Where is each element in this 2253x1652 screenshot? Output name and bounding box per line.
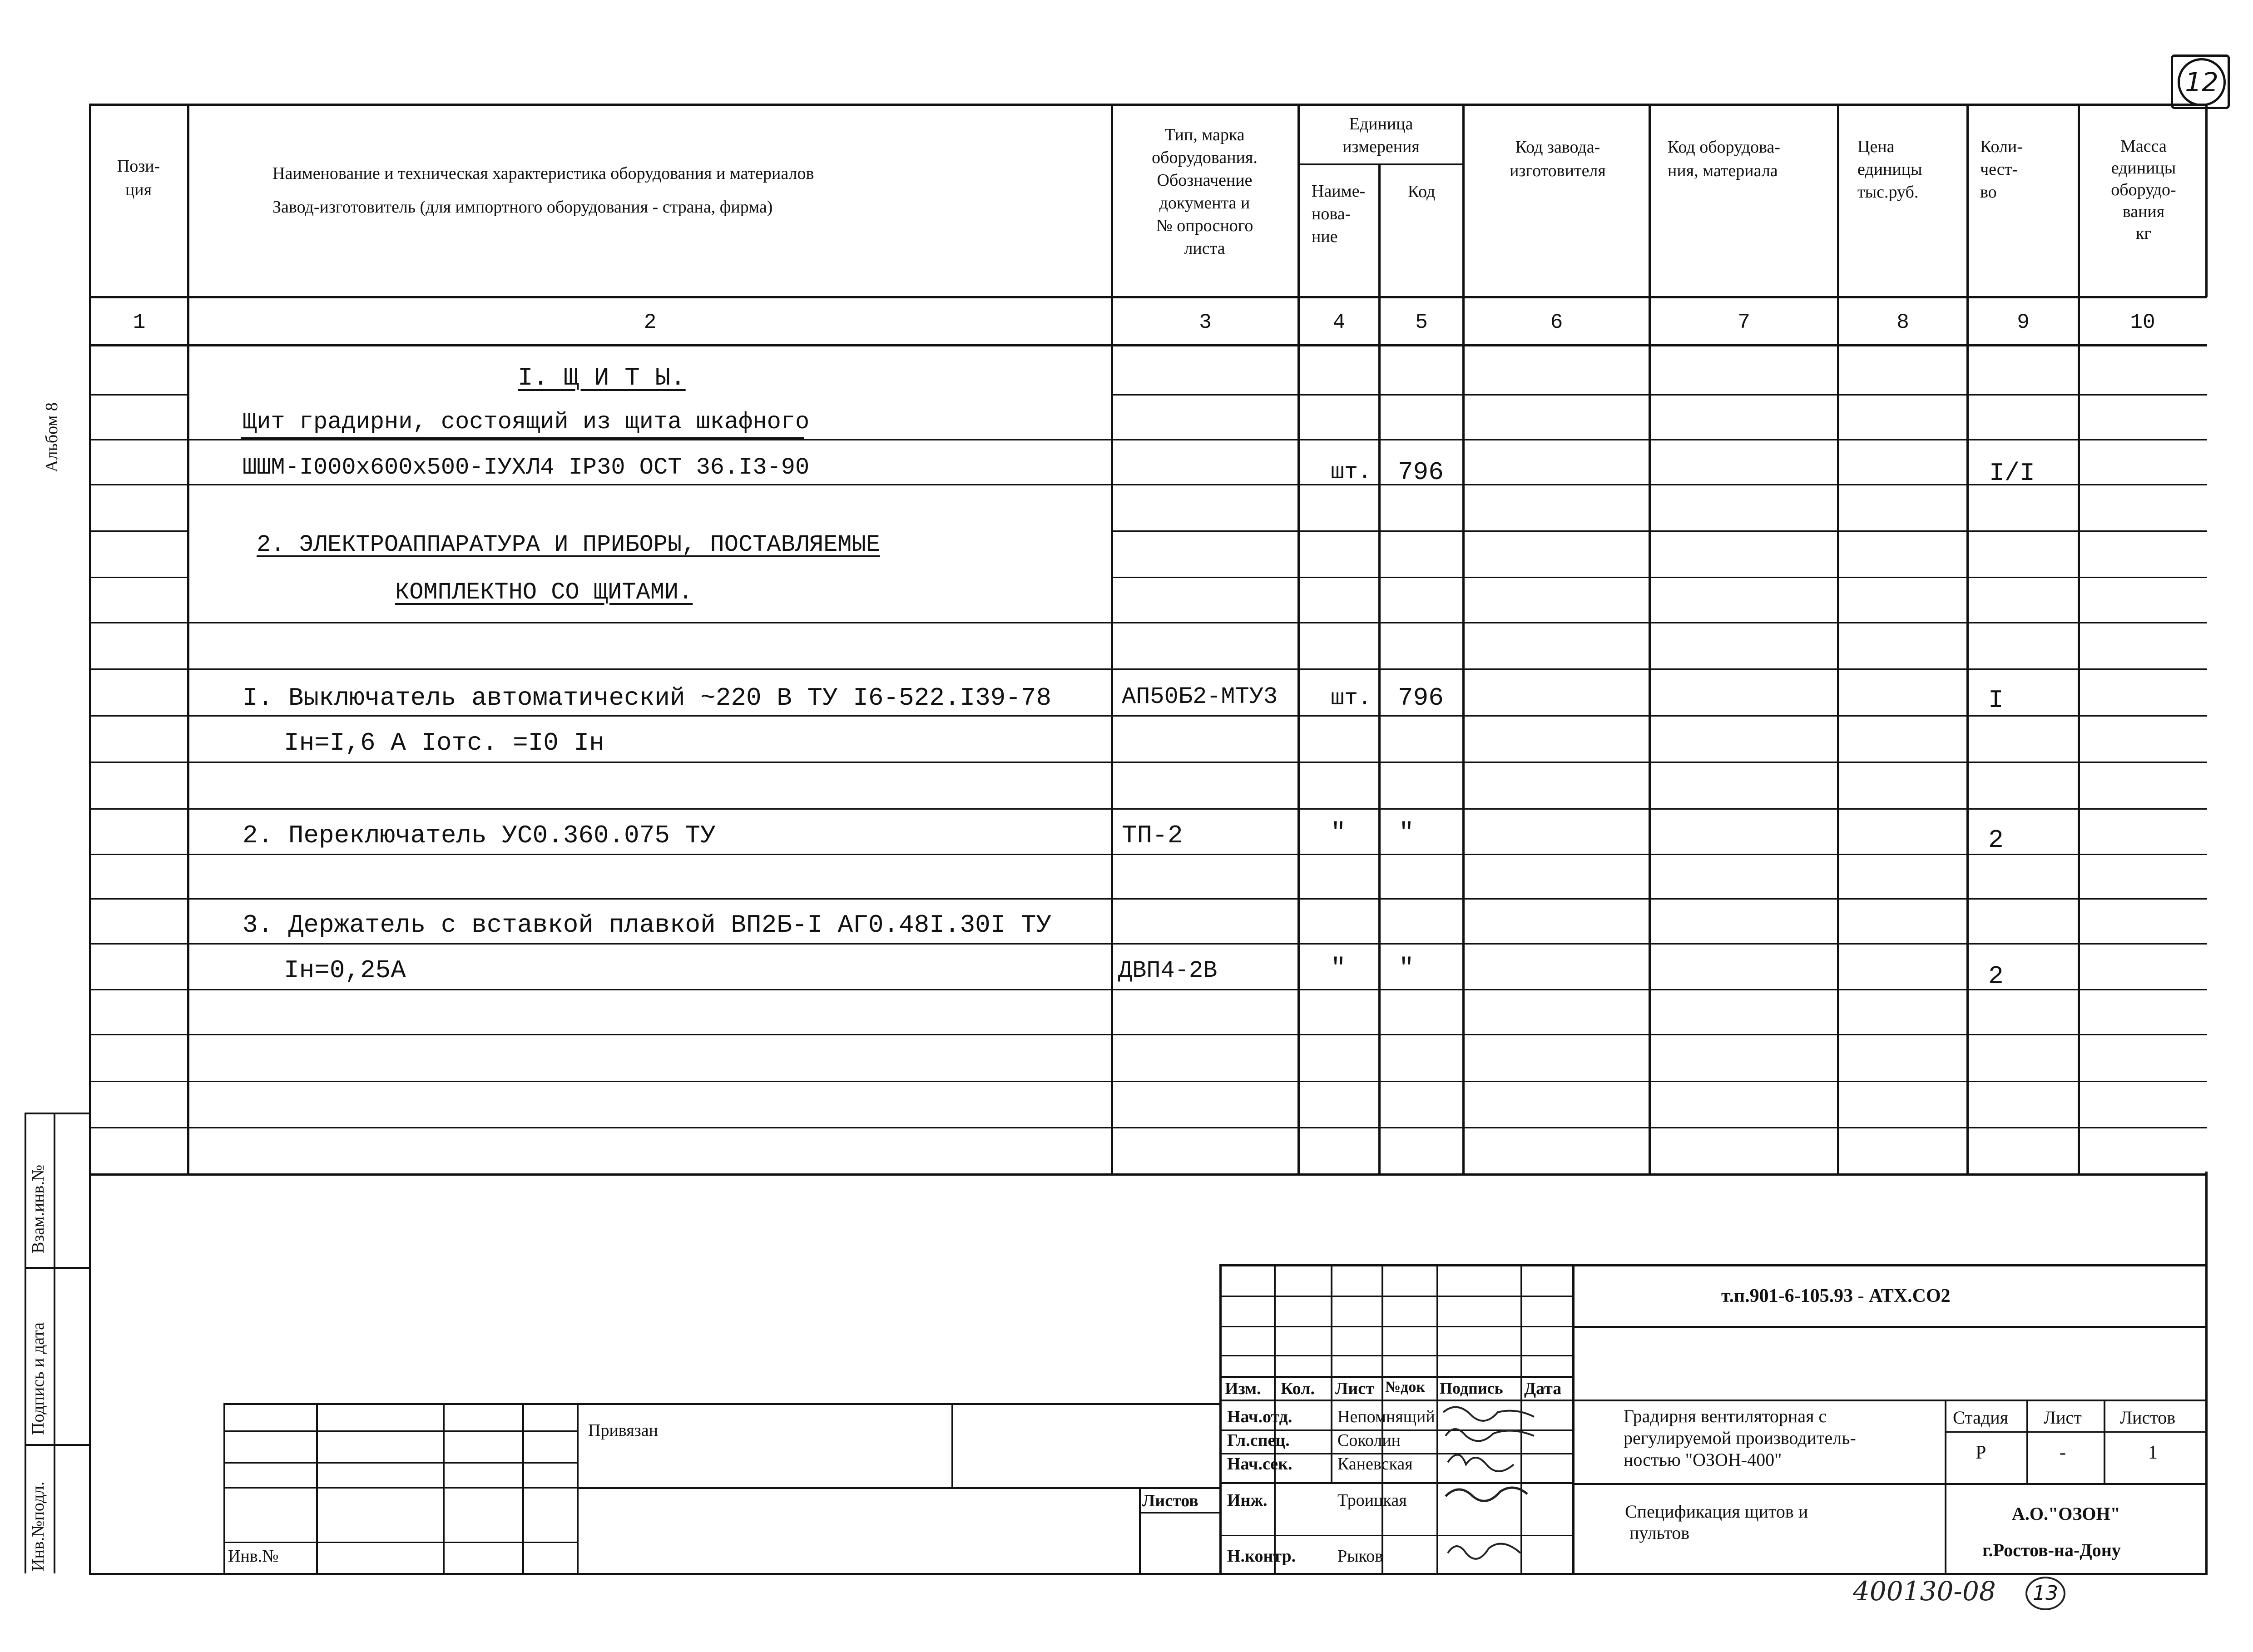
hdr-factory-code: Код завода- изготовителя <box>1510 138 1606 180</box>
priv-top <box>223 1403 1219 1405</box>
row-line-4b <box>1111 530 2207 532</box>
stamp-title-top <box>1572 1400 2207 1401</box>
item-2-qty: 2 <box>1988 826 2004 855</box>
sheet-mark: 12 <box>2178 58 2226 106</box>
col-number-4: 4 <box>1332 311 1346 334</box>
rev-hdr-kol: Кол. <box>1281 1379 1315 1398</box>
row-shield-code: 796 <box>1398 458 1444 487</box>
priv-h3 <box>577 1487 1219 1489</box>
item-1-desc: I. Выключатель автоматический ~220 В ТУ I6-522.I39-78 <box>243 683 1052 712</box>
privyazan-label: Привязан <box>588 1421 658 1440</box>
side-vzam: Взам.инв.№ <box>29 1164 48 1253</box>
row-line-3 <box>89 484 2207 485</box>
col-line-8 <box>1966 104 1969 1175</box>
item-1-type: АП50Б2-МТУ3 <box>1122 683 1278 710</box>
side-strip-sep2 <box>25 1444 91 1446</box>
priv-listov-line <box>1139 1512 1219 1514</box>
listov-left-label: Листов <box>1142 1491 1198 1510</box>
title-line-2: регулируемой производитель- <box>1624 1428 1856 1448</box>
row-line-7 <box>89 668 2207 670</box>
col-number-2: 2 <box>644 311 657 334</box>
col-number-1: 1 <box>133 311 146 334</box>
name-troitskaya: Троицкая <box>1337 1491 1407 1510</box>
title-line-1: Градирня вентиляторная с <box>1624 1406 1827 1426</box>
role-nach-sek: Нач.сек. <box>1227 1454 1292 1474</box>
stamp-stage-left <box>1945 1400 1946 1574</box>
col-number-5: 5 <box>1415 311 1428 334</box>
side-inv-podl: Инв.№подл. <box>29 1481 48 1571</box>
doc-code: т.п.901-6-105.93 - АТХ.СО2 <box>1721 1286 1951 1306</box>
priv-v5 <box>951 1403 953 1487</box>
col-line-9 <box>2078 104 2080 1175</box>
row-line-6 <box>89 622 2207 623</box>
item-1-sub: Iн=I,6 А Iотс. =I0 Iн <box>284 728 604 757</box>
row-shield-desc: Щит градирни, состоящий из щита шкафного <box>243 409 810 435</box>
name-nepomnyashchiy: Непомнящий <box>1337 1407 1435 1426</box>
item-2-desc: 2. Переключатель УС0.360.075 ТУ <box>243 821 716 850</box>
row-line-10 <box>89 808 2207 810</box>
item-1-code: 796 <box>1398 683 1444 712</box>
stage-label: Стадия <box>1953 1407 2009 1428</box>
priv-left <box>223 1403 225 1575</box>
priv-h5 <box>223 1542 578 1543</box>
col-number-7: 7 <box>1738 311 1750 334</box>
row-shield-model: ШШМ-I000x600x500-IУХЛ4 IP30 ОСТ 36.I3-90 <box>243 454 810 481</box>
rev-v2 <box>1331 1264 1332 1482</box>
item-1-unit: шт. <box>1331 686 1372 712</box>
hdr-price: Цена единицы тыс.руб. <box>1857 137 1922 202</box>
item-3-type: ДВП4-2В <box>1118 957 1218 984</box>
footer-handwritten-number: 400130-08 <box>1853 1576 1996 1607</box>
stamp-top-line <box>1219 1264 2207 1266</box>
stamp-stage-v1 <box>2026 1400 2028 1483</box>
side-album: Альбом 8 <box>42 402 61 472</box>
row-line-8 <box>89 715 2207 717</box>
stamp-code-bottom <box>1572 1326 2207 1328</box>
hdr-position: Пози- ция <box>117 157 160 199</box>
row-line-14 <box>89 989 2207 990</box>
priv-h4 <box>223 1487 578 1489</box>
role-n-kontr: Н.контр. <box>1227 1547 1296 1566</box>
rev-h1 <box>1219 1296 1572 1297</box>
rev-hdr-ndok: №док <box>1385 1379 1425 1395</box>
spec-line-2: пультов <box>1629 1523 1690 1543</box>
role-nach-otd: Нач.отд. <box>1227 1407 1292 1426</box>
row-line-13 <box>89 943 2207 945</box>
frame-top <box>89 104 2207 106</box>
footer-mark: 13 <box>2025 1577 2065 1610</box>
row-shield-unit: шт. <box>1331 460 1372 485</box>
row-line-16 <box>89 1081 2207 1082</box>
col-number-8: 8 <box>1896 311 1909 334</box>
section-1-title: I. Щ И Т Ы. <box>518 363 686 392</box>
item-3-desc: 3. Держатель с вставкой плавкой ВП2Б-I АГ0.48I.30I ТУ <box>243 910 1052 940</box>
row-line-2 <box>89 439 2207 440</box>
unit-split-line <box>1297 163 1465 165</box>
col-line-5 <box>1462 104 1465 1175</box>
hdr-quantity: Коли- чест- во <box>1980 137 2023 202</box>
sheets-label: Листов <box>2120 1407 2176 1428</box>
stamp-left-line <box>1219 1264 1222 1575</box>
sheets-value: 1 <box>2148 1442 2158 1463</box>
priv-h2 <box>223 1462 578 1464</box>
row-line-5 <box>89 577 187 578</box>
role-gl-spec: Гл.спец. <box>1227 1431 1290 1450</box>
side-strip-sep1 <box>25 1267 91 1269</box>
side-strip-top <box>25 1113 91 1114</box>
col-number-10: 10 <box>2130 311 2155 334</box>
rev-hdr-data: Дата <box>1524 1379 1562 1398</box>
row-line-9 <box>89 762 2207 763</box>
col-line-2 <box>1111 104 1113 1175</box>
item-1-qty: I <box>1988 686 2004 715</box>
hdr-unit-code: Код <box>1407 182 1436 201</box>
side-podpis: Подпись и дата <box>29 1322 48 1435</box>
item-3-unit: " <box>1331 954 1346 983</box>
title-line-3: ностью "ОЗОН-400" <box>1624 1449 1782 1470</box>
rev-h3 <box>1219 1355 1572 1356</box>
frame-right-lower <box>2205 1172 2208 1575</box>
section-2-title-line1: 2. ЭЛЕКТРОАППАРАТУРА И ПРИБОРЫ, ПОСТАВЛЯЕМЫЕ <box>257 531 881 558</box>
table-bottom-line <box>89 1173 2207 1176</box>
row-line-1 <box>89 394 187 396</box>
row-line-11 <box>89 854 2207 855</box>
stage-value: Р <box>1976 1442 1986 1463</box>
col-line-6 <box>1649 104 1651 1175</box>
name-rykov: Рыков <box>1337 1547 1383 1566</box>
row-line-4 <box>89 530 187 532</box>
sheet-label: Лист <box>2044 1407 2082 1428</box>
col-number-9: 9 <box>2017 311 2030 334</box>
inv-no-label: Инв.№ <box>228 1547 279 1566</box>
rev-h2 <box>1219 1326 1572 1327</box>
priv-v6 <box>1139 1487 1141 1573</box>
name-sokolin: Соколин <box>1337 1431 1401 1450</box>
stamp-mid-vline <box>1572 1264 1575 1575</box>
rev-v4 <box>1436 1264 1438 1575</box>
item-3-code: " <box>1399 954 1414 983</box>
rev-hdr-podpis: Подпись <box>1440 1379 1503 1397</box>
header-bottom-line <box>89 296 2207 298</box>
side-strip-right <box>89 1113 91 1573</box>
frame-right-upper <box>2205 104 2208 297</box>
item-2-code: " <box>1399 818 1414 847</box>
col-number-6: 6 <box>1550 311 1563 334</box>
signatures-graphic <box>1439 1403 1570 1571</box>
priv-h1 <box>223 1430 578 1432</box>
item-2-type: ТП-2 <box>1122 821 1183 850</box>
row-shield-qty: I/I <box>1989 459 2035 488</box>
rev-hdr-izm: Изм. <box>1225 1379 1261 1398</box>
org-line-2: г.Ростов-на-Дону <box>1982 1540 2121 1560</box>
rev-h5 <box>1219 1400 1572 1401</box>
hdr-unit: Единица измерения <box>1342 114 1420 156</box>
side-strip-left <box>25 1113 26 1573</box>
hdr-equipment-code: Код оборудова- ния, материала <box>1668 138 1780 180</box>
org-line-1: А.О."ОЗОН" <box>2012 1504 2120 1524</box>
item-3-sub: Iн=0,25А <box>284 956 406 985</box>
hdr-type: Тип, марка оборудования. Обозначение документа и № опросного листа <box>1152 125 1258 258</box>
spec-line-1: Спецификация щитов и <box>1625 1501 1808 1522</box>
rev-hdr-list: Лист <box>1335 1379 1374 1398</box>
col-line-7 <box>1837 104 1839 1175</box>
name-kanevskaya: Каневская <box>1337 1454 1413 1474</box>
row-shield-underline <box>241 437 804 439</box>
row-line-17 <box>89 1127 2207 1128</box>
row-line-5b <box>1111 577 2207 578</box>
frame-bottom <box>89 1573 2207 1575</box>
col-number-3: 3 <box>1199 311 1212 334</box>
stamp-stage-hdr <box>1945 1431 2207 1433</box>
hdr-name: Наименование и техническая характеристика оборудования и материалов Завод-изготовитель (для импортного оборудования - страна, фирма) <box>272 164 814 217</box>
hdr-mass: Масса единицы оборудо- вания кг <box>2111 137 2176 243</box>
row-line-1b <box>1111 394 2207 396</box>
row-line-12 <box>89 898 2207 900</box>
col-line-3 <box>1297 104 1300 1175</box>
item-2-unit: " <box>1331 818 1346 847</box>
col-line-1 <box>187 104 189 1175</box>
stamp-stage-v2 <box>2104 1400 2105 1483</box>
role-inzh: Инж. <box>1227 1491 1268 1510</box>
hdr-unit-name: Наиме- нова- ние <box>1312 182 1366 246</box>
rev-h4 <box>1219 1376 1572 1378</box>
section-2-title-line2: КОМПЛЕКТНО СО ЩИТАМИ. <box>395 579 693 606</box>
row-line-15 <box>89 1034 2207 1035</box>
sheet-value: - <box>2060 1442 2066 1463</box>
stamp-spec-top <box>1572 1483 2207 1485</box>
item-3-qty: 2 <box>1988 962 2004 991</box>
side-strip-inner <box>54 1113 55 1573</box>
